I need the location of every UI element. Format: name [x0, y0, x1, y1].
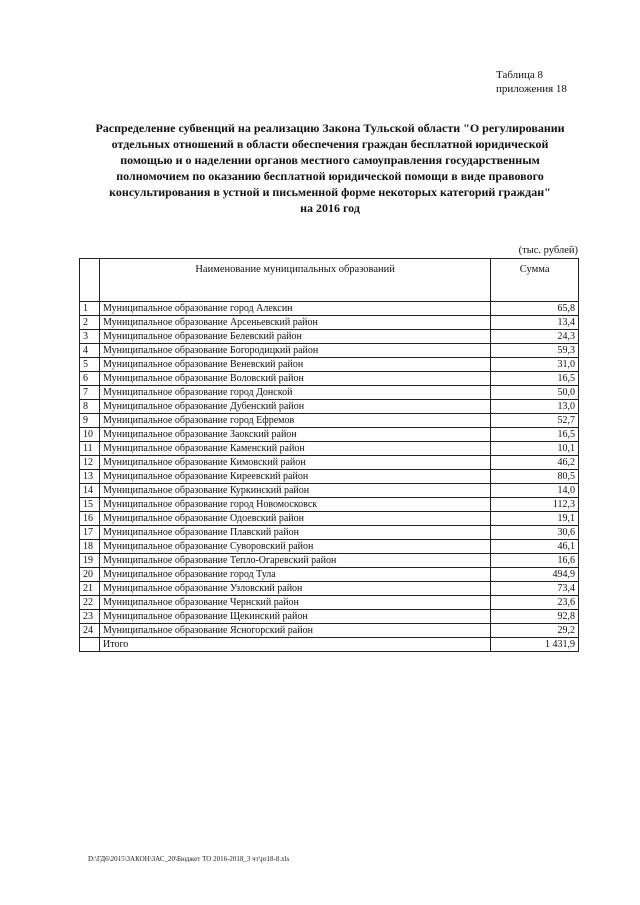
- total-label: Итого: [99, 638, 490, 652]
- row-sum: 65,8: [491, 302, 579, 316]
- municipality-name: Муниципальное образование Кимовский район: [99, 456, 490, 470]
- title-line: Распределение субвенций на реализацию Закона Тульской области "О регулировании: [95, 121, 565, 135]
- row-number: 20: [80, 568, 100, 582]
- table-row: [80, 582, 579, 596]
- table-number: Таблица 8: [496, 69, 544, 81]
- municipality-name: Муниципальное образование Веневский район: [99, 358, 490, 372]
- municipality-name: Муниципальное образование город Алексин: [99, 302, 490, 316]
- table-row: [80, 540, 579, 554]
- municipality-name: Муниципальное образование Каменский район: [99, 442, 490, 456]
- municipality-name: Муниципальное образование Чернский район: [99, 596, 490, 610]
- table-reference: [496, 68, 567, 96]
- table-row: [80, 372, 579, 386]
- row-sum: 50,0: [491, 386, 579, 400]
- row-number: 7: [80, 386, 100, 400]
- total-number: [80, 638, 100, 652]
- municipality-name: Муниципальное образование Воловский район: [99, 372, 490, 386]
- table-row: [80, 596, 579, 610]
- row-sum: 10,1: [491, 442, 579, 456]
- header-number: [80, 259, 100, 302]
- row-number: 15: [80, 498, 100, 512]
- table-row: [80, 554, 579, 568]
- row-sum: 80,5: [491, 470, 579, 484]
- row-sum: 23,6: [491, 596, 579, 610]
- municipality-name: Муниципальное образование Заокский район: [99, 428, 490, 442]
- total-sum: 1 431,9: [491, 638, 579, 652]
- municipality-name: Муниципальное образование Ясногорский район: [99, 624, 490, 638]
- row-sum: 494,9: [491, 568, 579, 582]
- table-row: [80, 344, 579, 358]
- row-sum: 13,4: [491, 316, 579, 330]
- appendix-number: приложения 18: [496, 83, 567, 95]
- row-number: 11: [80, 442, 100, 456]
- header-name: Наименование муниципальных образований: [99, 259, 490, 302]
- row-number: 8: [80, 400, 100, 414]
- municipality-name: Муниципальное образование Белевский район: [99, 330, 490, 344]
- title-line: помощью и о наделении органов местного самоуправления государственным: [120, 153, 540, 167]
- title-line: полномочием по оказанию бесплатной юридической помощи в виде правового: [116, 169, 544, 183]
- table-row: [80, 386, 579, 400]
- row-sum: 30,6: [491, 526, 579, 540]
- row-sum: 59,3: [491, 344, 579, 358]
- table-row: [80, 428, 579, 442]
- municipality-name: Муниципальное образование Суворовский район: [99, 540, 490, 554]
- municipality-name: Муниципальное образование Арсеньевский район: [99, 316, 490, 330]
- file-path: D:\ГД6\2015\ЗАКОН\ЗАС_20\Бюджет ТО 2016-2018_3 чт\pr18-8.xls: [88, 855, 290, 863]
- row-sum: 46,2: [491, 456, 579, 470]
- row-number: 18: [80, 540, 100, 554]
- row-sum: 16,5: [491, 428, 579, 442]
- row-number: 16: [80, 512, 100, 526]
- row-number: 21: [80, 582, 100, 596]
- row-sum: 92,8: [491, 610, 579, 624]
- row-sum: 13,0: [491, 400, 579, 414]
- table-row: [80, 302, 579, 316]
- document-title: [70, 120, 590, 216]
- row-number: 2: [80, 316, 100, 330]
- table-row: [80, 624, 579, 638]
- table-header-row: [80, 259, 579, 302]
- row-sum: 31,0: [491, 358, 579, 372]
- row-number: 14: [80, 484, 100, 498]
- table-row: [80, 442, 579, 456]
- row-sum: 73,4: [491, 582, 579, 596]
- table-row: [80, 610, 579, 624]
- table-row: [80, 400, 579, 414]
- row-number: 23: [80, 610, 100, 624]
- row-number: 12: [80, 456, 100, 470]
- table-row: [80, 512, 579, 526]
- table-row: [80, 498, 579, 512]
- row-sum: 16,5: [491, 372, 579, 386]
- table-row: [80, 316, 579, 330]
- municipality-name: Муниципальное образование Богородицкий район: [99, 344, 490, 358]
- table-row: [80, 358, 579, 372]
- row-sum: 46,1: [491, 540, 579, 554]
- row-number: 13: [80, 470, 100, 484]
- municipality-name: Муниципальное образование Одоевский район: [99, 512, 490, 526]
- row-number: 19: [80, 554, 100, 568]
- table-body: [80, 302, 579, 638]
- row-number: 6: [80, 372, 100, 386]
- municipality-name: Муниципальное образование Плавский район: [99, 526, 490, 540]
- row-sum: 112,3: [491, 498, 579, 512]
- municipality-name: Муниципальное образование Куркинский район: [99, 484, 490, 498]
- municipality-name: Муниципальное образование город Новомосковск: [99, 498, 490, 512]
- municipality-name: Муниципальное образование город Тула: [99, 568, 490, 582]
- row-number: 1: [80, 302, 100, 316]
- row-sum: 52,7: [491, 414, 579, 428]
- row-number: 10: [80, 428, 100, 442]
- table-row: [80, 414, 579, 428]
- row-sum: 14,0: [491, 484, 579, 498]
- table-row: [80, 470, 579, 484]
- title-line: на 2016 год: [300, 201, 360, 215]
- row-number: 5: [80, 358, 100, 372]
- table-row: [80, 456, 579, 470]
- table-row: [80, 330, 579, 344]
- table-row: [80, 484, 579, 498]
- row-number: 3: [80, 330, 100, 344]
- municipality-name: Муниципальное образование Узловский район: [99, 582, 490, 596]
- municipality-name: Муниципальное образование Щекинский район: [99, 610, 490, 624]
- header-sum: Сумма: [491, 259, 579, 302]
- municipality-name: Муниципальное образование Киреевский район: [99, 470, 490, 484]
- row-number: 4: [80, 344, 100, 358]
- row-number: 24: [80, 624, 100, 638]
- table-row: [80, 526, 579, 540]
- row-sum: 16,6: [491, 554, 579, 568]
- municipality-name: Муниципальное образование город Донской: [99, 386, 490, 400]
- row-number: 17: [80, 526, 100, 540]
- municipality-name: Муниципальное образование Дубенский район: [99, 400, 490, 414]
- row-number: 22: [80, 596, 100, 610]
- row-number: 9: [80, 414, 100, 428]
- units-label: (тыс. рублей): [518, 245, 578, 256]
- row-sum: 24,3: [491, 330, 579, 344]
- subvention-table: [79, 258, 579, 652]
- municipality-name: Муниципальное образование город Ефремов: [99, 414, 490, 428]
- title-line: отдельных отношений в области обеспечения граждан бесплатной юридической: [111, 137, 549, 151]
- title-line: консультирования в устной и письменной форме некоторых категорий граждан": [109, 185, 551, 199]
- table-row: [80, 568, 579, 582]
- municipality-name: Муниципальное образование Тепло-Огаревский район: [99, 554, 490, 568]
- total-row: [80, 638, 579, 652]
- row-sum: 29,2: [491, 624, 579, 638]
- row-sum: 19,1: [491, 512, 579, 526]
